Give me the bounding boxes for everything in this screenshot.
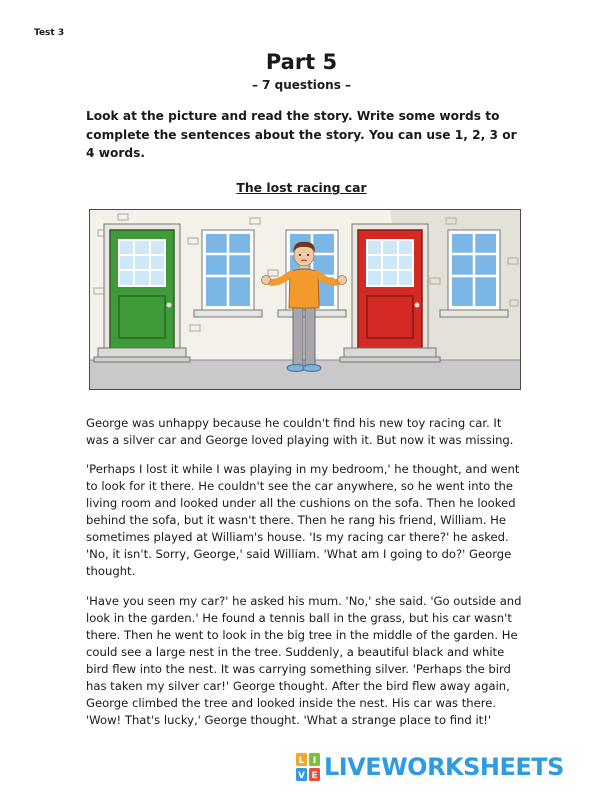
green-door	[94, 224, 190, 362]
story-illustration	[89, 209, 521, 390]
logo-letter-v: V	[298, 771, 305, 781]
logo-letter-e: E	[311, 771, 318, 781]
window-right	[440, 230, 508, 317]
part-subtitle: – 7 questions –	[251, 78, 352, 92]
window-left	[194, 230, 262, 317]
story-paragraph-3: 'Have you seen my car?' he asked his mum. 'No,' she said. 'Go outside and look in the garden.' He found a tennis ball in the grass, but his car wasn't there. Then he went to look in the big tree in the middle of the garden. He could see a large nest in the tree. Suddenly, a beautiful black and white bird flew into the nest. It was carrying something silver. 'Perhaps the bird has taken my silver car!' George thought. After the bird flew away again, George climbed the tree and looked inside the nest. His car was there. 'Wow! That's lucky,' George thought. 'What a strange place to find it!'	[86, 594, 522, 727]
red-door	[340, 224, 440, 362]
logo-letter-i: I	[312, 756, 317, 766]
story-title: The lost racing car	[236, 180, 367, 195]
story-paragraph-1: George was unhappy because he couldn't find his new toy racing car. It was a silver car and George loved playing with it. But now it was missing.	[86, 416, 514, 447]
logo-letter-l: L	[298, 756, 305, 766]
test-label: Test 3	[34, 28, 65, 38]
liveworksheets-logo	[296, 752, 564, 782]
instructions: Look at the picture and read the story. Write some words to complete the sentences about the story. You can use 1, 2, 3 or 4 words.	[86, 109, 517, 160]
logo-text: LIVEWORKSHEETS	[324, 753, 564, 781]
part-title: Part 5	[265, 50, 338, 74]
story-paragraph-2: 'Perhaps I lost it while I was playing in my bedroom,' he thought, and went to look for it there. He couldn't see the car anywhere, so he went into the living room and looked under all the cushions on the sofa. Then he looked behind the sofa, but it wasn't there. Then he rang his friend, William. He sometimes played at William's house. 'Is my racing car there?' he asked. 'No, it isn't. Sorry, George,' said William. 'What am I going to do?' George thought.	[86, 462, 520, 578]
liveworksheets-logo-icon	[296, 753, 320, 781]
